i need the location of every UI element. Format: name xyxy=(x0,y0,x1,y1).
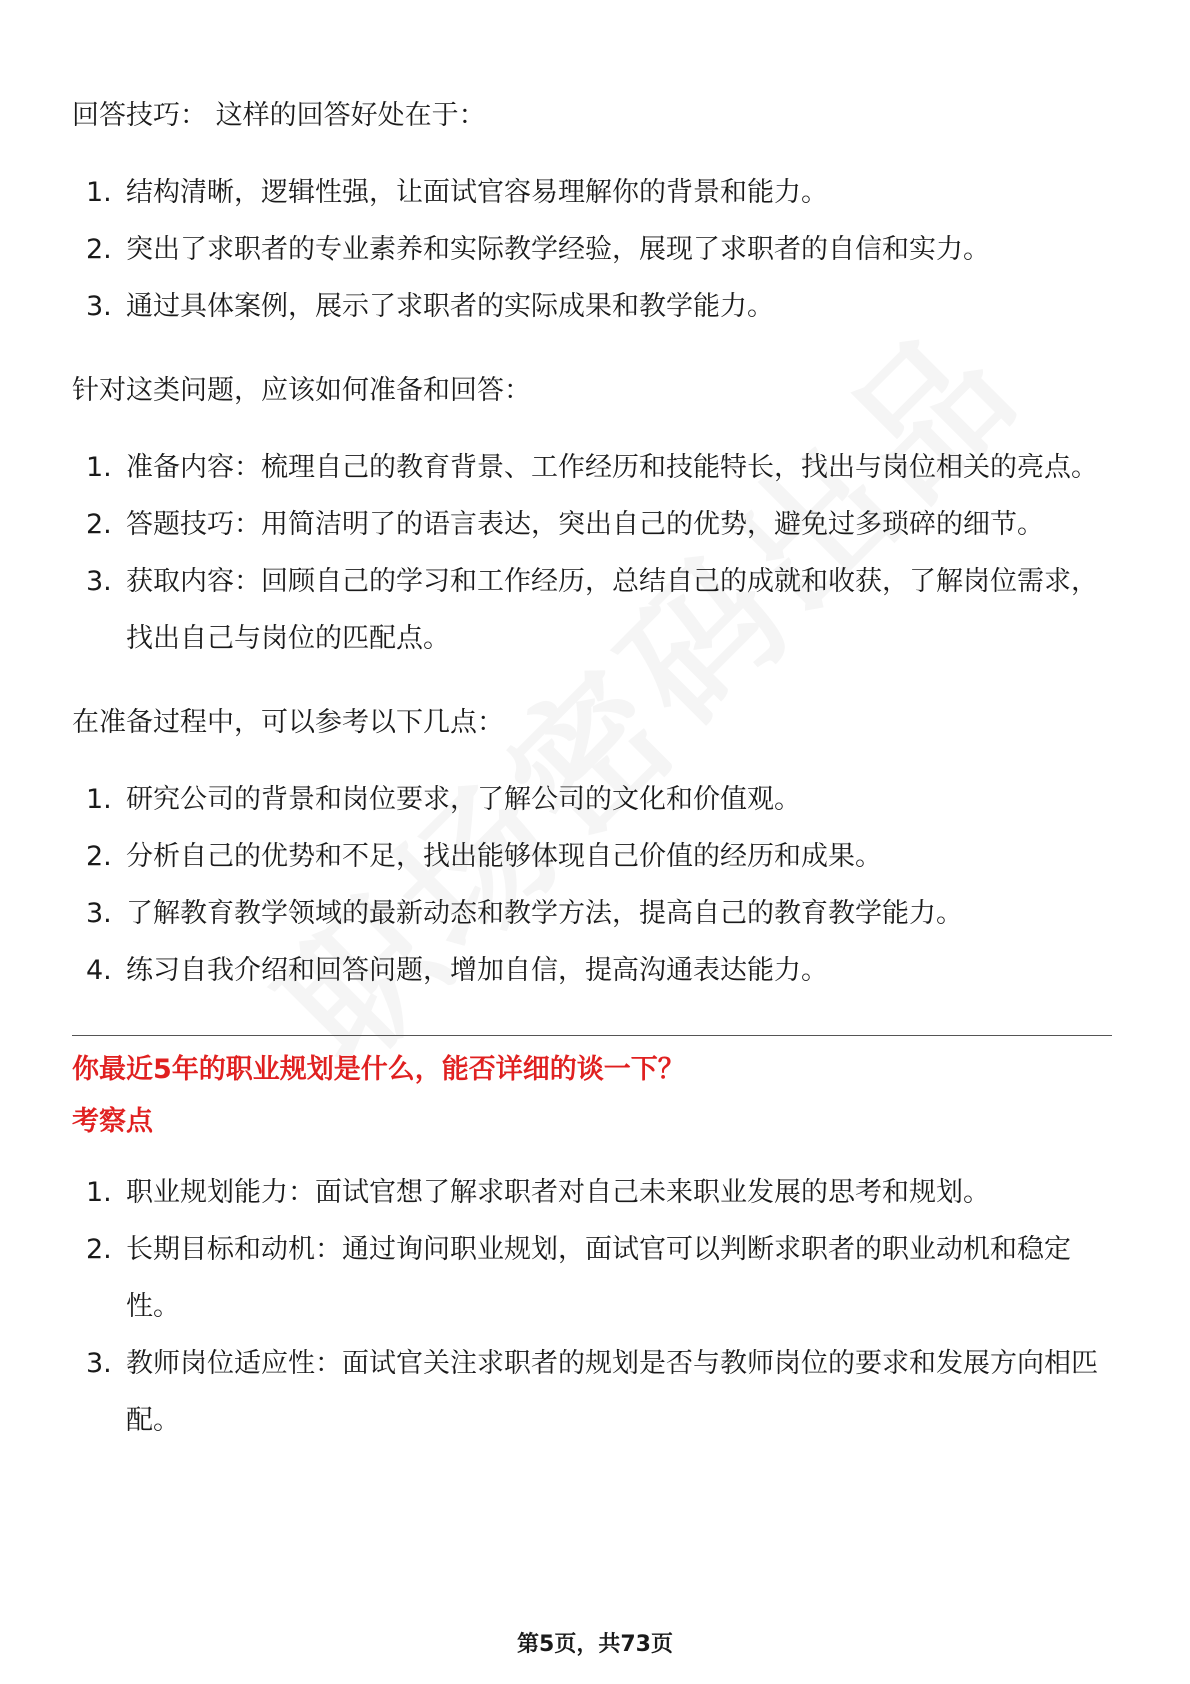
list-item xyxy=(72,439,1112,496)
list-item xyxy=(72,1164,1112,1221)
section1-intro: 回答技巧： 这样的回答好处在于： xyxy=(72,100,486,131)
list-item xyxy=(72,278,1112,335)
list-number: 2. xyxy=(86,234,112,265)
section3-intro: 在准备过程中，可以参考以下几点： xyxy=(72,707,504,738)
list-text: 准备内容：梳理自己的教育背景、工作经历和技能特长，找出与岗位相关的亮点。 xyxy=(126,452,1098,483)
list-text: 教师岗位适应性：面试官关注求职者的规划是否与教师岗位的要求和发展方向相匹配。 xyxy=(126,1348,1098,1436)
page-footer: 第5页，共73页 xyxy=(517,1632,673,1657)
list-number: 3. xyxy=(86,566,112,597)
section-divider xyxy=(72,1035,1112,1036)
list-item xyxy=(72,828,1112,885)
section2-intro: 针对这类问题，应该如何准备和回答： xyxy=(72,375,531,406)
section3-list xyxy=(72,771,1112,999)
list-text: 职业规划能力：面试官想了解求职者对自己未来职业发展的思考和规划。 xyxy=(126,1177,990,1208)
list-text: 突出了求职者的专业素养和实际教学经验，展现了求职者的自信和实力。 xyxy=(126,234,990,265)
list-number: 3. xyxy=(86,898,112,929)
list-text: 分析自己的优势和不足，找出能够体现自己价值的经历和成果。 xyxy=(126,841,882,872)
list-number: 1. xyxy=(86,452,112,483)
list-number: 3. xyxy=(86,291,112,322)
question-subtitle: 考察点 xyxy=(72,1106,153,1137)
list-text: 练习自我介绍和回答问题，增加自信，提高沟通表达能力。 xyxy=(126,955,828,986)
list-text: 了解教育教学领域的最新动态和教学方法，提高自己的教育教学能力。 xyxy=(126,898,963,929)
section1-list xyxy=(72,164,1112,335)
list-text: 答题技巧：用简洁明了的语言表达，突出自己的优势，避免过多琐碎的细节。 xyxy=(126,509,1044,540)
list-text: 结构清晰，逻辑性强，让面试官容易理解你的背景和能力。 xyxy=(126,177,828,208)
list-number: 2. xyxy=(86,509,112,540)
question-list xyxy=(72,1164,1112,1449)
list-item xyxy=(72,496,1112,553)
list-item xyxy=(72,553,1112,667)
list-text: 获取内容：回顾自己的学习和工作经历，总结自己的成就和收获，了解岗位需求，找出自己与岗位的匹配点。 xyxy=(126,566,1098,654)
list-item xyxy=(72,164,1112,221)
list-number: 1. xyxy=(86,1177,112,1208)
list-item xyxy=(72,221,1112,278)
list-text: 通过具体案例，展示了求职者的实际成果和教学能力。 xyxy=(126,291,774,322)
question-title: 你最近5年的职业规划是什么，能否详细的谈一下？ xyxy=(72,1054,685,1085)
list-item xyxy=(72,885,1112,942)
section2-list xyxy=(72,439,1112,667)
list-number: 1. xyxy=(86,784,112,815)
list-text: 研究公司的背景和岗位要求，了解公司的文化和价值观。 xyxy=(126,784,801,815)
list-number: 1. xyxy=(86,177,112,208)
list-item xyxy=(72,1335,1112,1449)
list-number: 4. xyxy=(86,955,112,986)
list-number: 3. xyxy=(86,1348,112,1379)
document-body xyxy=(72,96,1112,1485)
list-item xyxy=(72,1221,1112,1335)
list-text: 长期目标和动机：通过询问职业规划，面试官可以判断求职者的职业动机和稳定性。 xyxy=(126,1234,1071,1322)
list-item xyxy=(72,771,1112,828)
list-number: 2. xyxy=(86,1234,112,1265)
list-item xyxy=(72,942,1112,999)
list-number: 2. xyxy=(86,841,112,872)
